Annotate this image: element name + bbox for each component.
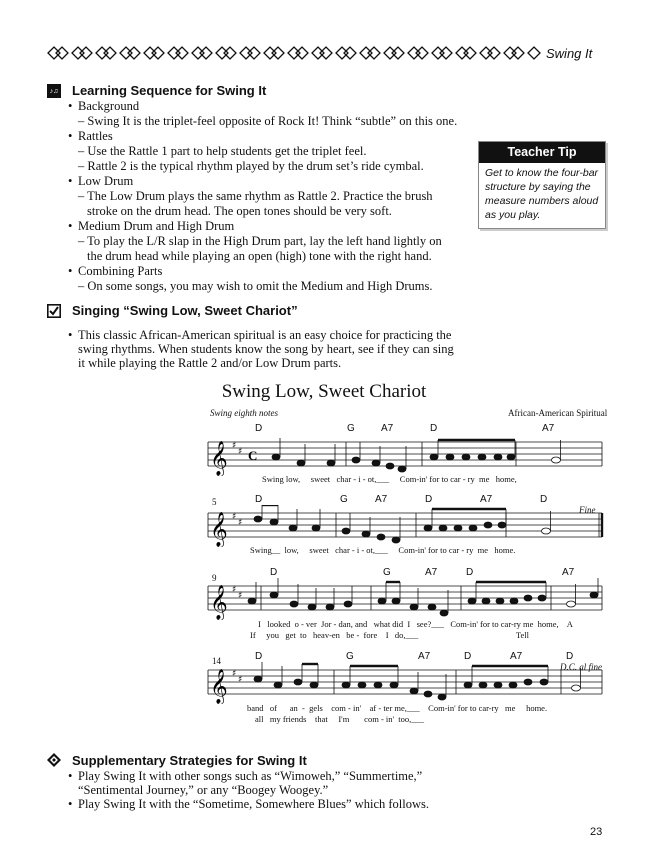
song-title: Swing Low, Sweet Chariot (221, 381, 427, 402)
list-item-cont: “Sentimental Journey,” or any “Boogey Woogey.” (78, 783, 329, 797)
chord: A7 (381, 423, 394, 434)
staff-2 (206, 505, 606, 547)
measure-number: 9 (212, 573, 217, 583)
supplementary-title: Supplementary Strategies for Swing It (72, 753, 307, 768)
singing-text: swing rhythms. When students know the song by heart, see if they can sing (78, 342, 454, 356)
sub-item-cont: stroke on the drum head. The open tones should be very soft. (87, 204, 392, 218)
song-credit: African-American Spiritual (508, 408, 608, 418)
chord: D (464, 651, 472, 662)
singing-text: • This classic African-American spiritual is an easy choice for practicing the (78, 328, 451, 343)
teacher-tip-title: Teacher Tip (479, 142, 605, 163)
svg-text:♯: ♯ (238, 591, 243, 601)
chord: D (566, 651, 574, 662)
chord: G (347, 423, 355, 434)
chord: A7 (480, 494, 493, 505)
chord: D (255, 651, 263, 662)
svg-text:♯: ♯ (238, 518, 243, 528)
diamond-icon (46, 752, 62, 768)
chord: D (425, 494, 433, 505)
list-item: • Rattles (78, 129, 113, 144)
tempo-marking: Swing eighth notes (210, 408, 278, 418)
measure-number: 5 (212, 497, 217, 507)
lyrics: Swing__ low, sweet char - i - ot,___ Com-in' for to car - ry me home. (250, 545, 516, 555)
checkbox-icon (47, 304, 61, 318)
chord: A7 (418, 651, 431, 662)
lyrics: If you get to heav-en be - fore I do,___ Tell (250, 630, 529, 640)
chord: D (540, 494, 548, 505)
list-item: • Low Drum (78, 174, 133, 189)
list-item: • Combining Parts (78, 264, 162, 279)
fine-marking: Fine (579, 505, 596, 515)
chord: A7 (375, 494, 388, 505)
lyrics: band of an - gels com - in' af - ter me,___ Com-in' for to car-ry me home. (247, 703, 548, 713)
svg-text:♯: ♯ (238, 447, 243, 457)
learning-title: Learning Sequence for Swing It (72, 83, 267, 98)
header-diamond-band (44, 44, 544, 62)
singing-title: Singing “Swing Low, Sweet Chariot” (72, 303, 298, 318)
sub-item: – Use the Rattle 1 part to help students get the triplet feel. (78, 144, 367, 158)
singing-text: it while playing the Rattle 2 and/or Low Drum parts. (78, 356, 342, 370)
chord: A7 (510, 651, 523, 662)
sub-item: – Swing It is the triplet-feel opposite of Rock It! Think “subtle” on this one. (78, 114, 458, 128)
sub-item: – The Low Drum plays the same rhythm as Rattle 2. Practice the brush (78, 189, 433, 203)
staff-4 (206, 662, 606, 704)
list-item: • Play Swing It with the “Sometime, Somewhere Blues” which follows. (78, 797, 429, 812)
measure-number: 14 (212, 656, 221, 666)
svg-text:𝄞: 𝄞 (210, 512, 228, 547)
chord: D (255, 423, 263, 434)
lyrics: I looked o - ver Jor - dan, and what did I see?___ Com-in' for to car-ry me home, A (258, 619, 573, 629)
svg-text:♯: ♯ (238, 675, 243, 685)
chord: A7 (425, 567, 438, 578)
chord: D (270, 567, 278, 578)
teacher-tip-box (478, 141, 606, 229)
svg-text:♯: ♯ (232, 512, 237, 522)
list-item: • Background (78, 99, 139, 114)
lyrics: Swing low, sweet char - i - ot,___ Com-in' for to car - ry me home, (262, 474, 517, 484)
teacher-tip-body: Get to know the four-bar structure by saying the measure numbers aloud as you play. (485, 167, 599, 221)
lyrics: all my friends that I'm com - in' too,___ (255, 714, 425, 724)
list-item: • Medium Drum and High Drum (78, 219, 234, 234)
dc-al-fine-marking: D.C. al fine (560, 662, 602, 672)
page-number: 23 (590, 826, 603, 838)
chord: G (383, 567, 391, 578)
chord: D (466, 567, 474, 578)
staff-1 (206, 434, 606, 476)
header-title: Swing It (546, 46, 593, 61)
chord: A7 (542, 423, 555, 434)
sub-item: – To play the L/R slap in the High Drum part, lay the left hand lightly on (78, 234, 442, 248)
svg-text:♯: ♯ (232, 585, 237, 595)
svg-text:𝄞: 𝄞 (210, 585, 228, 620)
chord: D (255, 494, 263, 505)
score-icon: ♪♫ (47, 84, 61, 98)
svg-text:𝄞: 𝄞 (210, 669, 228, 704)
list-item: • Play Swing It with other songs such as “Wimoweh,” “Summertime,” (78, 769, 422, 784)
svg-text:𝄞: 𝄞 (210, 441, 228, 476)
svg-text:♯: ♯ (232, 669, 237, 679)
chord: D (430, 423, 438, 434)
chord: G (340, 494, 348, 505)
svg-text:C: C (248, 448, 258, 463)
svg-text:♯: ♯ (232, 441, 237, 451)
staff-3 (206, 578, 606, 620)
chord: G (346, 651, 354, 662)
sub-item-cont: the drum head while playing an open (high) tone with the right hand. (87, 249, 432, 263)
sub-item: – On some songs, you may wish to omit the Medium and High Drums. (78, 279, 433, 293)
sub-item: – Rattle 2 is the typical rhythm played by the drum set’s ride cymbal. (78, 159, 424, 173)
chord: A7 (562, 567, 575, 578)
